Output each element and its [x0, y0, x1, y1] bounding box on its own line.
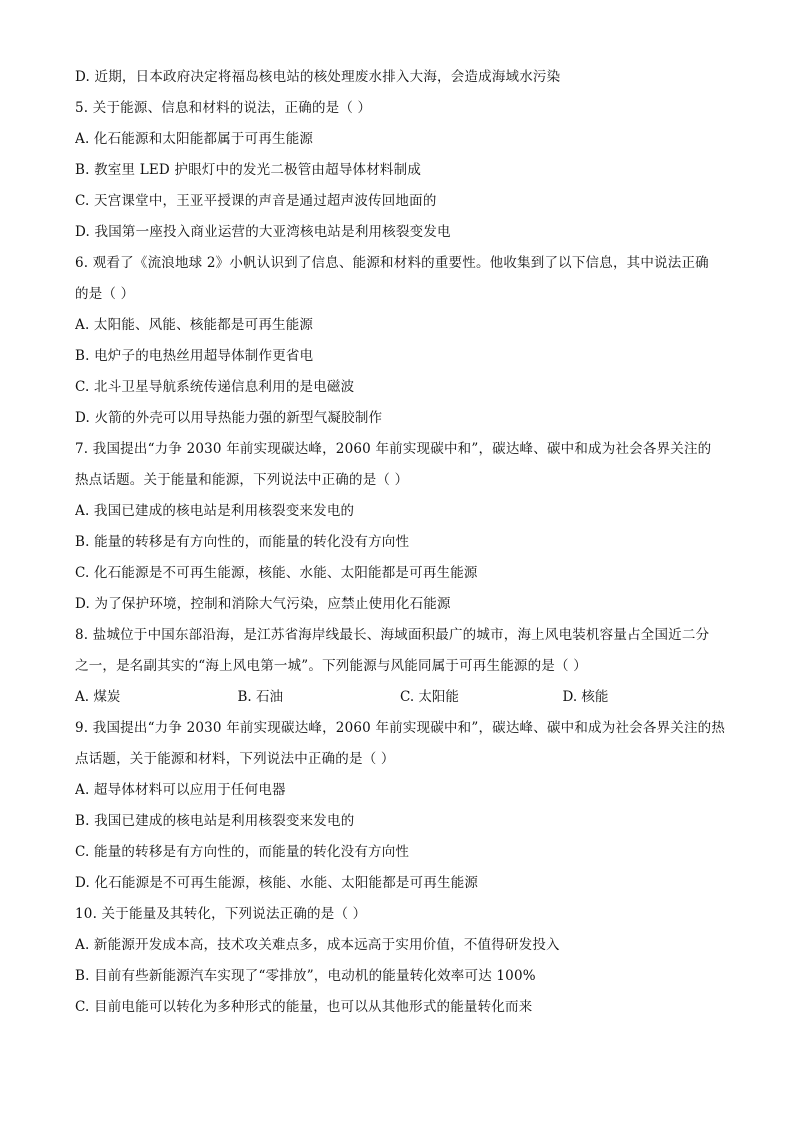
question-8-option-c: C. 太阳能 [400, 689, 459, 705]
question-8-option-d: D. 核能 [562, 689, 609, 705]
question-7-option-a: A. 我国已建成的核电站是利用核裂变来发电的 [75, 503, 355, 519]
question-7-option-c: C. 化石能源是不可再生能源，核能、水能、太阳能都是可再生能源 [75, 565, 478, 581]
question-7-option-d: D. 为了保护环境，控制和消除大气污染，应禁止使用化石能源 [75, 596, 451, 612]
question-10-stem: 10. 关于能量及其转化，下列说法正确的是（ ） [75, 906, 367, 922]
question-8-stem: 8. 盐城位于中国东部沿海，是江苏省海岸线最长、海域面积最广的城市，海上风电装机容量占全国近二分 [75, 627, 710, 643]
question-5-stem: 5. 关于能源、信息和材料的说法，正确的是（ ） [75, 100, 372, 116]
question-9-stem: 9. 我国提出“力争 2030 年前实现碳达峰，2060 年前实现碳中和”，碳达峰、碳中和成为社会各界关注的热 [75, 720, 725, 736]
question-6-option-b: B. 电炉子的电热丝用超导体制作更省电 [75, 348, 314, 364]
question-8-options [75, 682, 725, 713]
question-7-option-b: B. 能量的转移是有方向性的，而能量的转化没有方向性 [75, 534, 410, 550]
question-9-option-a: A. 超导体材料可以应用于任何电器 [75, 782, 286, 798]
question-10-option-b: B. 目前有些新能源汽车实现了“零排放”，电动机的能量转化效率可达 100% [75, 968, 536, 984]
question-10-option-c: C. 目前电能可以转化为多种形式的能量，也可以从其他形式的能量转化而来 [75, 999, 533, 1015]
text-line: D. 近期，日本政府决定将福岛核电站的核处理废水排入大海，会造成海域水污染 [75, 69, 561, 85]
question-10-option-a: A. 新能源开发成本高，技术攻关难点多，成本远高于实用价值，不值得研发投入 [75, 937, 560, 953]
question-6-stem-cont: 的是（ ） [75, 286, 135, 302]
question-9-option-c: C. 能量的转移是有方向性的，而能量的转化没有方向性 [75, 844, 410, 860]
question-6-option-c: C. 北斗卫星导航系统传递信息利用的是电磁波 [75, 379, 355, 395]
question-7-stem: 7. 我国提出“力争 2030 年前实现碳达峰，2060 年前实现碳中和”，碳达峰、碳中和成为社会各界关注的 [75, 441, 712, 457]
question-8-option-b: B. 石油 [237, 689, 284, 705]
question-text-block [75, 62, 725, 1023]
question-5-option-b: B. 教室里 LED 护眼灯中的发光二极管由超导体材料制成 [75, 162, 422, 178]
question-6-stem: 6. 观看了《流浪地球 2》小帆认识到了信息、能源和材料的重要性。他收集到了以下信息，其中说法正确 [75, 255, 709, 271]
question-6-option-a: A. 太阳能、风能、核能都是可再生能源 [75, 317, 314, 333]
question-5-option-c: C. 天宫课堂中，王亚平授课的声音是通过超声波传回地面的 [75, 193, 437, 209]
question-8-stem-cont: 之一，是名副其实的“海上风电第一城”。下列能源与风能同属于可再生能源的是（ ） [75, 658, 587, 674]
question-9-option-d: D. 化石能源是不可再生能源，核能、水能、太阳能都是可再生能源 [75, 875, 479, 891]
question-9-option-b: B. 我国已建成的核电站是利用核裂变来发电的 [75, 813, 355, 829]
question-6-option-d: D. 火箭的外壳可以用导热能力强的新型气凝胶制作 [75, 410, 383, 426]
question-8-option-a: A. 煤炭 [75, 689, 121, 705]
question-7-stem-cont: 热点话题。关于能量和能源，下列说法中正确的是（ ） [75, 472, 409, 488]
question-5-option-d: D. 我国第一座投入商业运营的大亚湾核电站是利用核裂变发电 [75, 224, 451, 240]
question-5-option-a: A. 化石能源和太阳能都属于可再生能源 [75, 131, 314, 147]
question-9-stem-cont: 点话题，关于能源和材料，下列说法中正确的是（ ） [75, 751, 395, 767]
